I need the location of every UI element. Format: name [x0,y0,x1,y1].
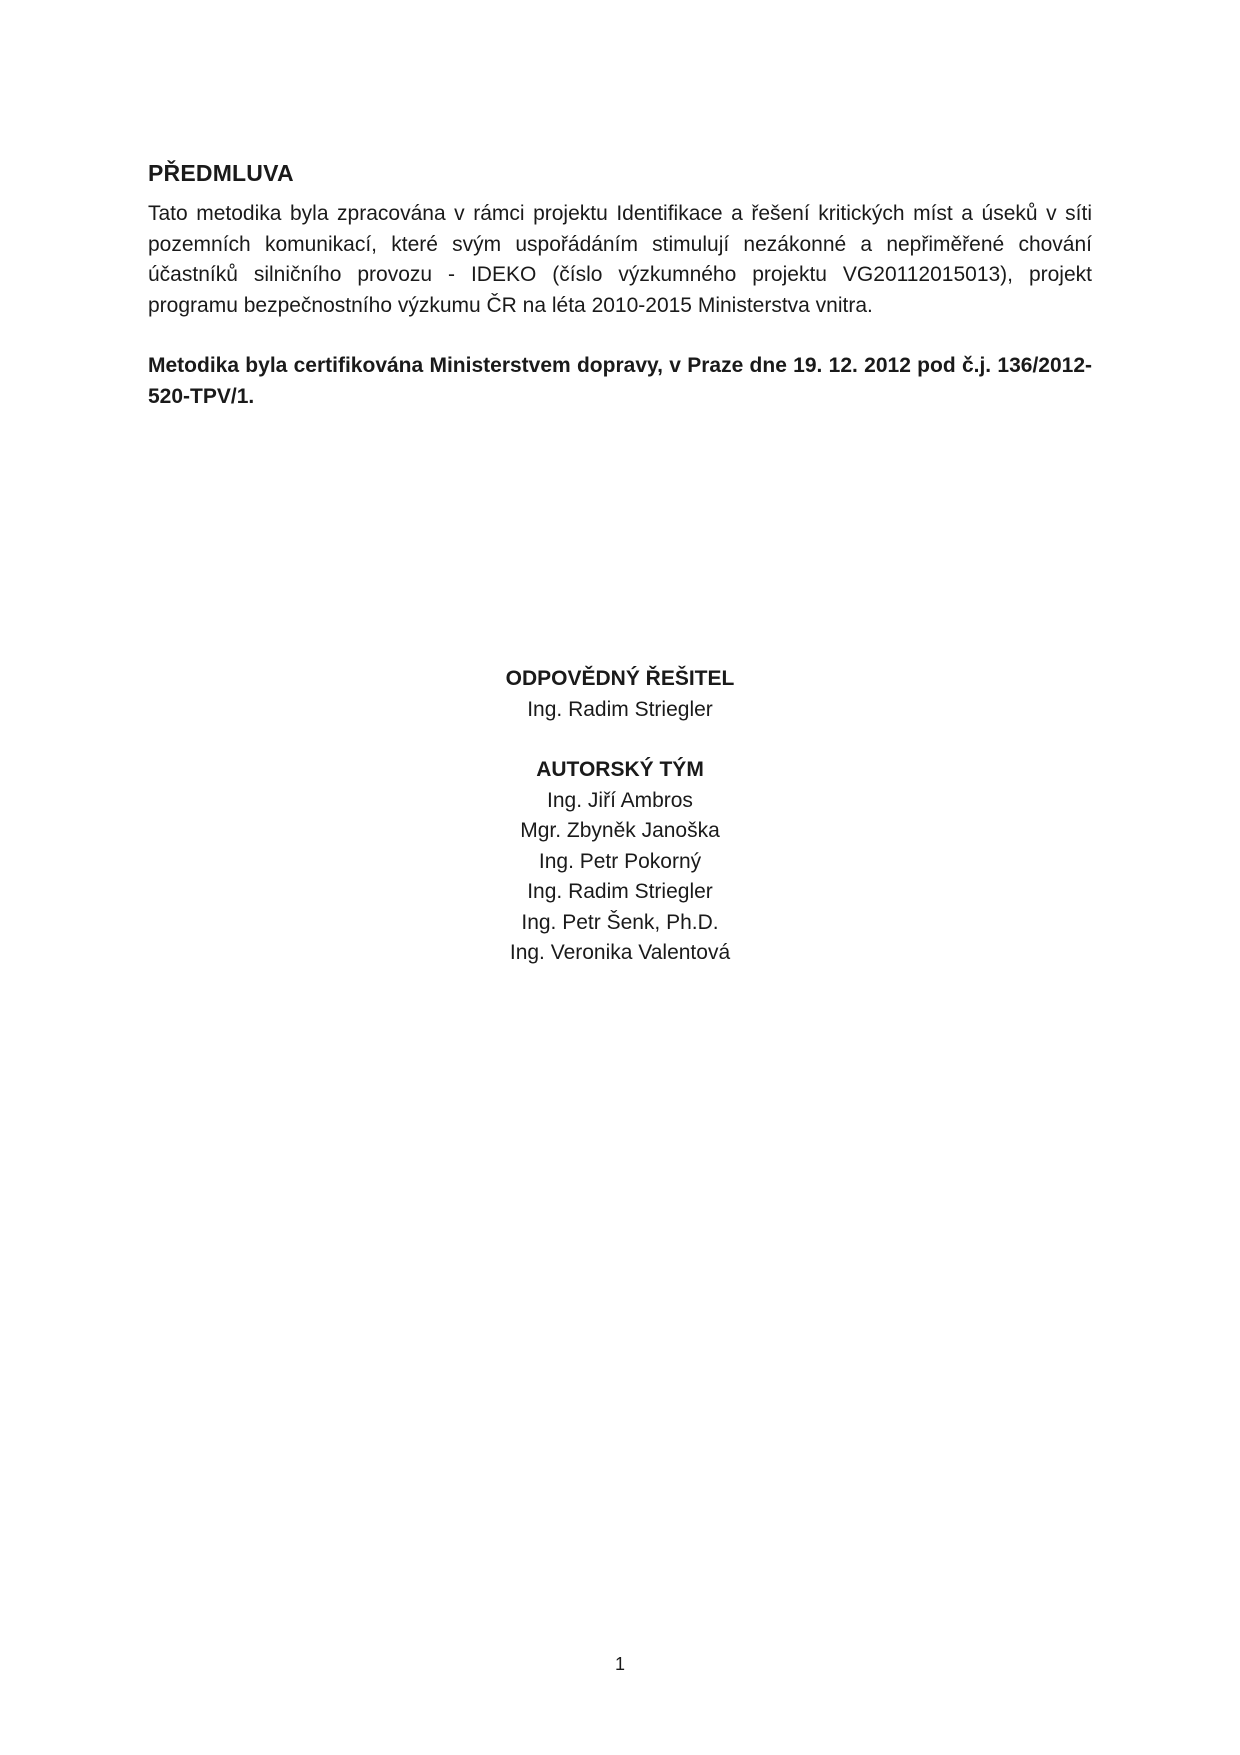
team-member: Ing. Petr Šenk, Ph.D. [521,910,719,934]
team-member: Mgr. Zbyněk Janoška [520,819,720,842]
team-member: Ing. Petr Pokorný [538,849,702,873]
certification-paragraph: Metodika byla certifikována Ministerstvem dopravy, v Praze dne 19. 12. 2012 pod č.j. 136/2012-520-TPV/1. [148,354,1092,408]
team-member: Ing. Veronika Valentová [509,941,731,964]
team-member: Ing. Radim Striegler [527,880,713,903]
responsible-name: Ing. Radim Striegler [527,697,713,721]
responsible-group [0,664,1240,725]
responsible-title: ODPOVĚDNÝ ŘEŠITEL [505,667,735,690]
credits-section [0,664,1240,969]
preface-paragraph: Tato metodika byla zpracována v rámci projektu Identifikace a řešení kritických míst a úseků v síti pozemních komunikací, které svým uspořádáním stimulují nezákonné a nepřiměřené chování účastníků silničního provozu - IDEKO (číslo výzkumného projektu VG20112015013), projekt programu bezpečnostního výzkumu ČR na léta 2010-2015 Ministerstva vnitra. [148,202,1092,317]
page-number: 1 [614,1654,625,1674]
preface-heading: PŘEDMLUVA [148,160,294,186]
team-group [0,755,1240,969]
team-member: Ing. Jiří Ambros [547,788,693,812]
team-title: AUTORSKÝ TÝM [536,758,704,781]
preface-section [148,160,1092,412]
